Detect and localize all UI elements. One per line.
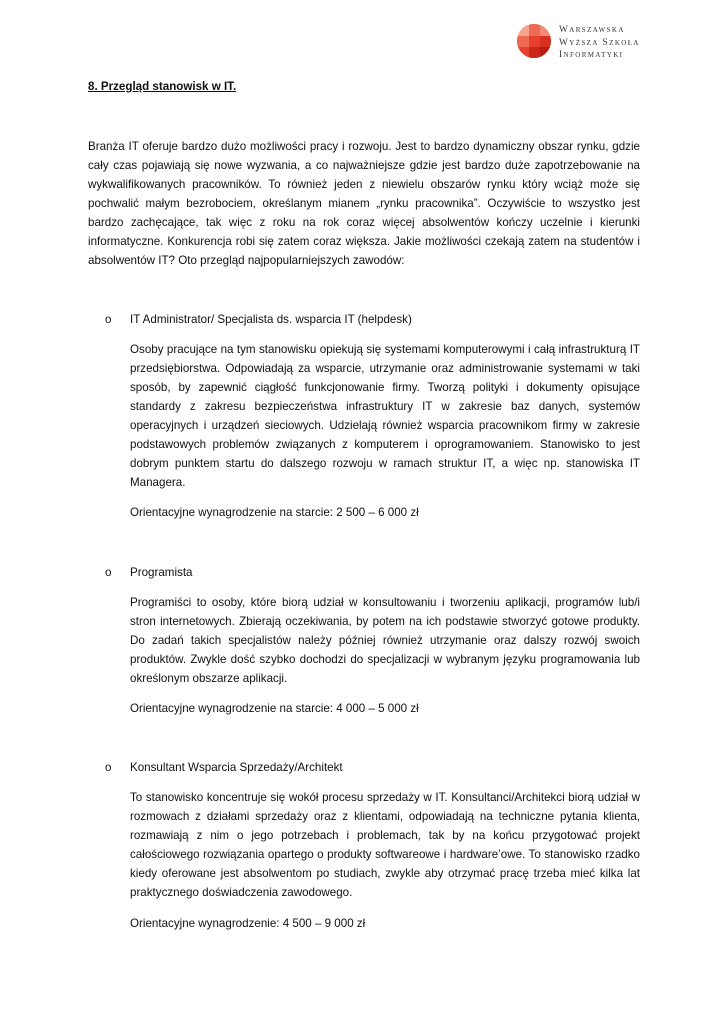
bullet-marker: o bbox=[105, 313, 112, 326]
job-salary: Orientacyjne wynagrodzenie na starcie: 2 500 – 6 000 zł bbox=[130, 506, 419, 519]
job-salary: Orientacyjne wynagrodzenie: 4 500 – 9 000 zł bbox=[130, 917, 366, 930]
job-title: Programista bbox=[130, 566, 193, 579]
logo-line-2: Wyższa Szkoła bbox=[559, 37, 640, 48]
section-heading: 8. Przegląd stanowisk w IT. bbox=[88, 80, 237, 93]
bullet-marker: o bbox=[105, 761, 112, 774]
job-description: Programiści to osoby, które biorą udział w konsultowaniu i tworzeniu aplikacji, programów lub/i stron internetowych. Zbierają oczekiwania, by potem na ich podstawie stworzyć gotowe produkty. Do zadań takich specjalistów należy później również utrzymanie oraz dalszy rozwój swoich produktów. Zwykle dość szybko dochodzi do specjalizacji w wybranym języku programowania lub określonym obszarze aplikacji. bbox=[130, 596, 640, 685]
job-description: Osoby pracujące na tym stanowisku opiekują się systemami komputerowymi i całą infrastrukturą IT przedsiębiorstwa. Odpowiadają za wsparcie, utrzymanie oraz administrowanie systemami w taki sposób, by zapewnić ciągłość funkcjonowanie firmy. Tworzą polityki i dokumenty opisujące standardy z zakresu bezpieczeństwa infrastruktury IT w zakresie baz danych, systemów operacyjnych i urządzeń sieciowych. Udzielają również wsparcia pracownikom firmy w zakresie podstawowych problemów związanych z komputerem i oprogramowaniem. Stanowisko to jest dobrym punktem startu do dalszego rozwoju w ramach struktur IT, a więc np. stanowiska IT Managera. bbox=[130, 343, 640, 489]
logo-line-3: Informatyki bbox=[559, 50, 624, 60]
logo-mark-icon bbox=[517, 24, 551, 58]
university-logo bbox=[517, 22, 717, 64]
job-salary: Orientacyjne wynagrodzenie na starcie: 4 000 – 5 000 zł bbox=[130, 702, 419, 715]
job-title: Konsultant Wsparcia Sprzedaży/Architekt bbox=[130, 761, 343, 774]
logo-text bbox=[559, 24, 640, 62]
bullet-marker: o bbox=[105, 566, 112, 579]
logo-line-1: Warszawska bbox=[559, 25, 625, 35]
intro-paragraph: Branża IT oferuje bardzo dużo możliwości pracy i rozwoju. Jest to bardzo dynamiczny obszar rynku, gdzie cały czas pojawiają się nowe wyzwania, a co najważniejsze gdzie jest bardzo duże zapotrzebowanie na wykwalifikowanych pracowników. To również jeden z niewielu obszarów rynku który wciąż może się pochwalić małym bezrobociem, określanym mianem „rynku pracownika”. Oczywiście to wszystko jest bardzo zachęcające, tak więc z roku na rok coraz więcej absolwentów kończy uczelnie i kierunki informatyczne. Konkurencja robi się zatem coraz większa. Jakie możliwości czekają zatem na studentów i absolwentów IT? Oto przegląd najpopularniejszych zawodów: bbox=[88, 140, 640, 267]
job-description: To stanowisko koncentruje się wokół procesu sprzedaży w IT. Konsultanci/Architekci biorą udział w rozmowach z działami sprzedaży oraz z klientami, odpowiadają na techniczne pytania klienta, rozmawiają z nim o jego potrzebach i problemach, tak by na końcu przygotować projekt całościowego rozwiązania opartego o produkty softwareowe i hardware’owe. To stanowisko rzadko kiedy oferowane jest absolwentom po studiach, zwykle aby otrzymać pracę trzeba mieć kilka lat praktycznego doświadczenia zawodowego. bbox=[130, 791, 640, 899]
job-title: IT Administrator/ Specjalista ds. wsparcia IT (helpdesk) bbox=[130, 313, 412, 326]
